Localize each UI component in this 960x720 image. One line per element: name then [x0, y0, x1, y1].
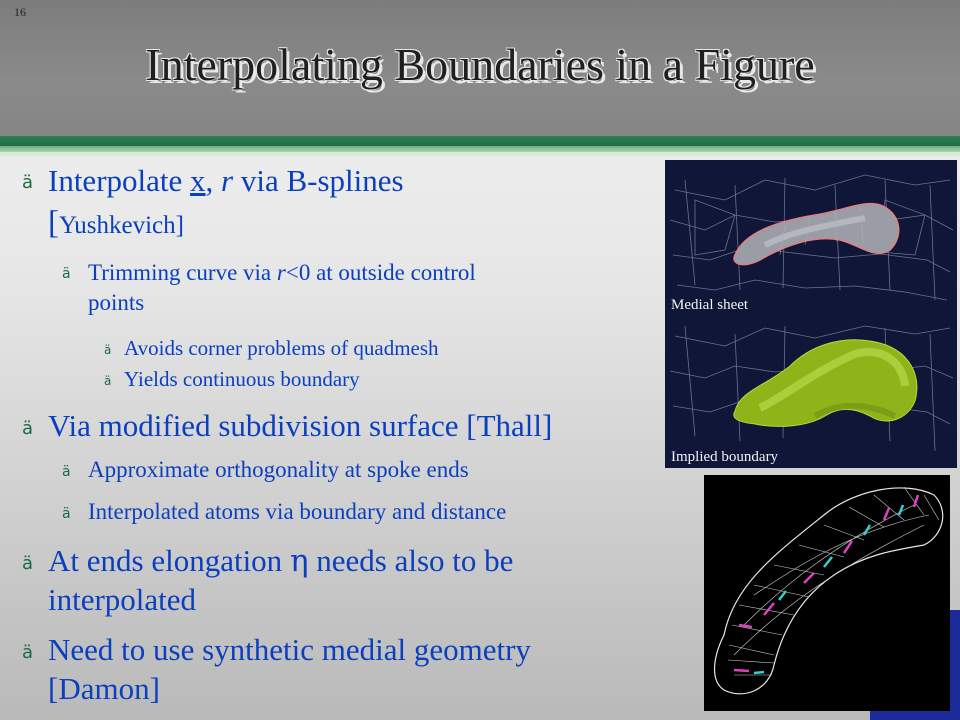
wireframe-figure-icon — [704, 475, 950, 711]
bullet-marker-icon: ä — [62, 266, 71, 282]
bullet-text: <0 at outside control — [285, 260, 476, 285]
bullet-approximate-orthogonality: Approximate orthogonality at spoke ends — [88, 457, 469, 482]
bullet-marker-icon: ä — [22, 418, 34, 439]
bullet-marker-icon: ä — [62, 506, 71, 522]
implied-boundary-render-icon — [665, 316, 957, 468]
medial-sheet-render-icon — [665, 160, 957, 316]
eta-symbol: η — [289, 543, 309, 579]
bullet-ends-elongation-line1 — [48, 543, 513, 579]
slide-title: Interpolating Boundaries in a Figure — [145, 39, 815, 90]
medial-sheet-image — [665, 160, 957, 316]
bullet-synthetic-geometry-line1: Need to use synthetic medial geometry — [48, 632, 531, 667]
bullet-text: , — [205, 163, 222, 198]
implied-boundary-label: Implied boundary — [671, 449, 779, 465]
medial-sheet-label: Medial sheet — [671, 297, 749, 313]
bullet-continuous-boundary: Yields continuous boundary — [124, 367, 360, 391]
bullet-text: Interpolate — [48, 163, 191, 198]
bullet-marker-icon: ä — [104, 343, 112, 357]
bracket: ] — [175, 212, 184, 239]
bracket: [ — [48, 205, 59, 241]
citation-yushkevich: Yushkevich — [59, 212, 176, 239]
wireframe-mesh-image — [704, 475, 950, 711]
implied-boundary-image — [665, 316, 957, 468]
bullet-text-r: r — [276, 260, 286, 285]
bullet-avoids-corner-problems: Avoids corner problems of quadmesh — [124, 336, 439, 360]
bullet-marker-icon: ä — [104, 374, 112, 388]
bullet-text: Trimming curve via — [88, 260, 277, 285]
bullet-trimming-curve-line1 — [88, 260, 476, 286]
bullet-interpolate-bsplines — [48, 163, 404, 199]
bullet-text: via B-splines — [233, 163, 404, 198]
bullet-text: needs also to be — [308, 543, 514, 578]
bullet-trimming-curve-line2: points — [88, 290, 145, 315]
bullet-subdivision-surface: Via modified subdivision surface [Thall] — [48, 408, 553, 443]
bullet-marker-icon: ä — [22, 553, 34, 574]
bullet-interpolate-citation — [48, 205, 184, 242]
bullet-marker-icon: ä — [22, 642, 34, 663]
bullet-marker-icon: ä — [22, 172, 34, 193]
bullet-synthetic-geometry-line2: [Damon] — [48, 671, 160, 706]
bullet-text-r: r — [221, 163, 234, 198]
bullet-text: At ends elongation — [48, 543, 290, 578]
bullet-ends-elongation-line2: interpolated — [48, 582, 197, 617]
page-number: 16 — [14, 5, 26, 19]
bullet-interpolated-atoms: Interpolated atoms via boundary and distance — [88, 499, 507, 524]
bullet-text-x: x — [190, 163, 206, 198]
bullet-marker-icon: ä — [62, 464, 71, 480]
